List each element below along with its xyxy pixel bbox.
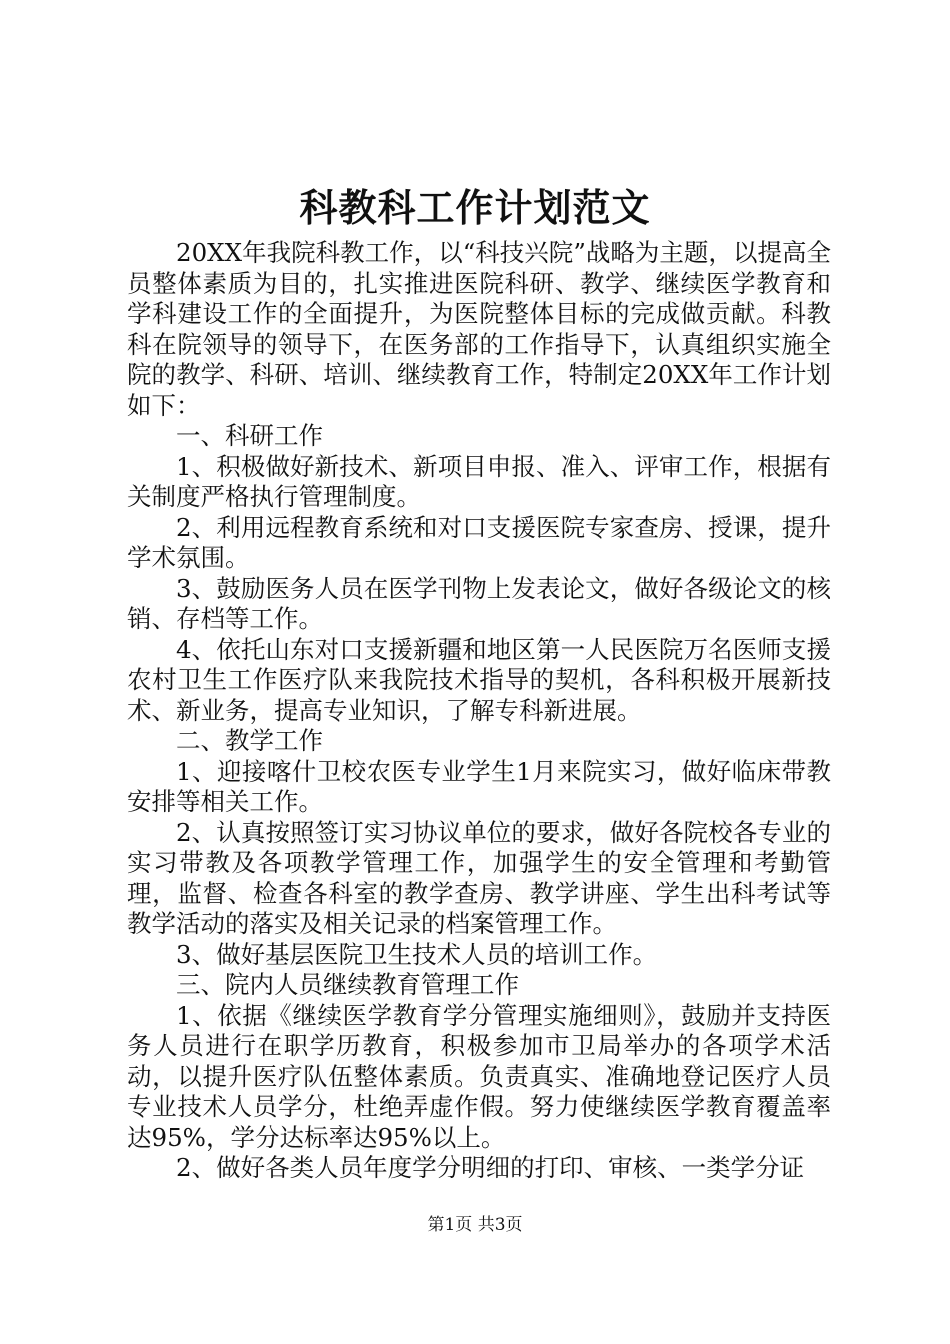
education-item-1: 1、依据《继续医学教育学分管理实施细则》，鼓励并支持医务人员进行在职学历教育，积极参加市卫局举办的各项学术活动，以提升医疗队伍整体素质。负责真实、准确地登记医疗人员专业技术人员学分，杜绝弄虚作假。努力使继续医学教育覆盖率达95%，学分达标率达95%以上。: [127, 1000, 831, 1152]
education-item-2: 2、做好各类人员年度学分明细的打印、审核、一类学分证: [176, 1153, 805, 1182]
page-number-footer: 第1页 共3页: [427, 1215, 523, 1235]
document-title: 科教科工作计划范文: [299, 185, 651, 230]
teaching-item-3: 3、做好基层医院卫生技术人员的培训工作。: [176, 939, 658, 969]
section-heading-research: 一、科研工作: [176, 421, 323, 450]
section-heading-continuing-education: 三、院内人员继续教育管理工作: [176, 970, 519, 999]
document-body: [127, 238, 831, 1184]
section-heading-teaching: 二、教学工作: [176, 726, 323, 755]
research-item-4: 4、依托山东对口支援新疆和地区第一人民医院万名医师支援农村卫生工作医疗队来我院技术指导的契机，各科积极开展新技术、新业务，提高专业知识，了解专科新进展。: [127, 634, 831, 725]
research-item-2: 2、利用远程教育系统和对口支援医院专家查房、授课，提升学术氛围。: [127, 512, 831, 572]
research-item-3: 3、鼓励医务人员在医学刊物上发表论文，做好各级论文的核销、存档等工作。: [127, 573, 831, 633]
teaching-item-1: 1、迎接喀什卫校农医专业学生1月来院实习，做好临床带教安排等相关工作。: [127, 756, 831, 816]
teaching-item-2: 2、认真按照签订实习协议单位的要求，做好各院校各专业的实习带教及各项教学管理工作，加强学生的安全管理和考勤管理，监督、检查各科室的教学查房、教学讲座、学生出科考试等教学活动的落实及相关记录的档案管理工作。: [127, 817, 831, 938]
intro-paragraph: 20XX年我院科教工作，以“科技兴院”战略为主题，以提高全员整体素质为目的，扎实推进医院科研、教学、继续医学教育和学科建设工作的全面提升，为医院整体目标的完成做贡献。科教科在院领导的领导下，在医务部的工作指导下，认真组织实施全院的教学、科研、培训、继续教育工作，特制定20XX年工作计划如下：: [127, 238, 831, 420]
research-item-1: 1、积极做好新技术、新项目申报、准入、评审工作，根据有关制度严格执行管理制度。: [127, 451, 831, 511]
